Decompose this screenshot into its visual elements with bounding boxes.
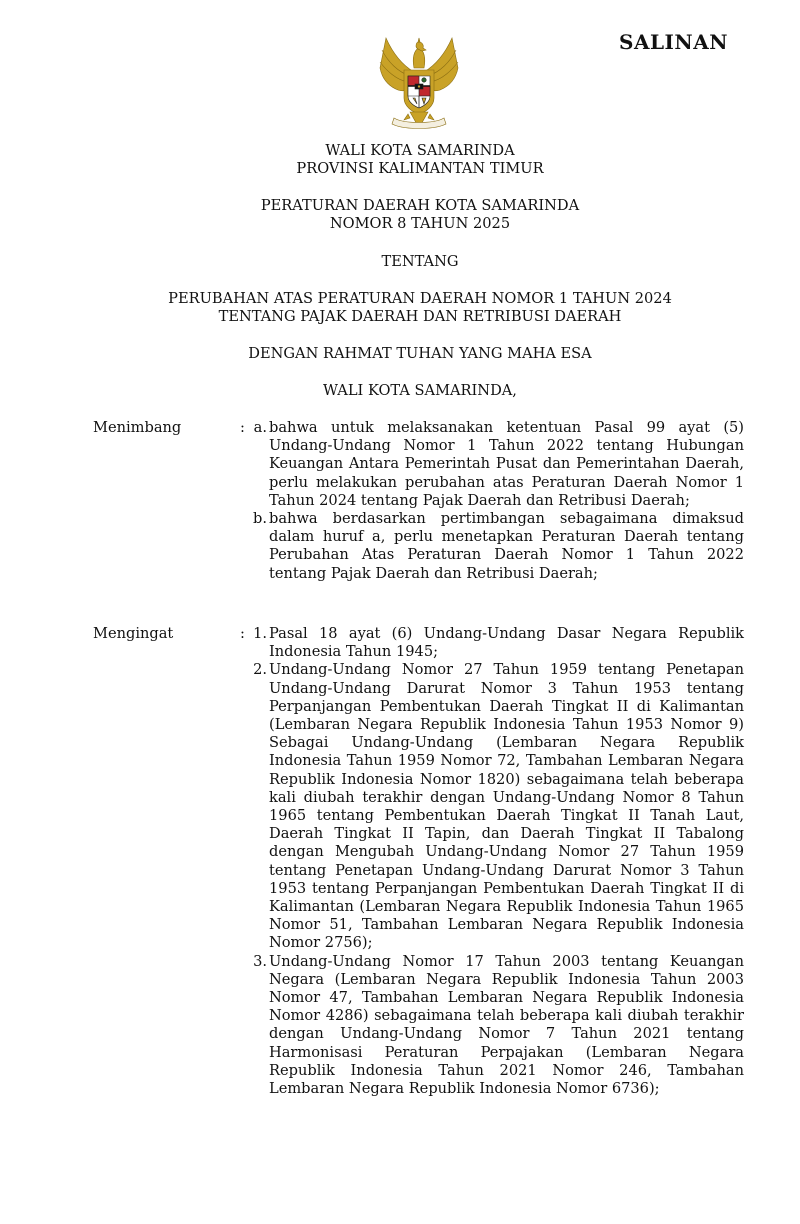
list-item — [240, 953, 744, 1099]
regulation-title-block — [100, 197, 740, 233]
mengingat-list — [240, 625, 744, 1098]
item-marker: 1. — [253, 625, 267, 642]
invocation: DENGAN RAHMAT TUHAN YANG MAHA ESA — [248, 345, 592, 362]
separator-colon: : — [240, 419, 245, 436]
item-text: bahwa berdasarkan pertimbangan sebagaimana dimaksud dalam huruf a, perlu menetapkan Peraturan Daerah tentang Perubahan Atas Peraturan Daerah Nomor 1 Tahun 2022 tentang Pajak Daerah dan Retribusi Daerah; — [269, 510, 744, 582]
menimbang-label: Menimbang — [93, 419, 182, 436]
list-item — [240, 661, 744, 952]
list-item — [240, 625, 744, 661]
item-marker: a. — [253, 419, 267, 436]
tentang-heading: TENTANG — [381, 253, 459, 270]
garuda-emblem-icon — [364, 28, 474, 134]
list-item — [240, 419, 744, 510]
menimbang-list — [240, 419, 744, 583]
item-marker: b. — [253, 510, 267, 528]
regulation-number: NOMOR 8 TAHUN 2025 — [329, 215, 511, 232]
issuer-title: WALI KOTA SAMARINDA — [325, 142, 515, 159]
item-marker: 3. — [253, 952, 267, 970]
subject-block — [100, 290, 740, 326]
enacting-authority: WALI KOTA SAMARINDA, — [323, 382, 517, 399]
list-item — [240, 510, 744, 583]
subject-line-1: PERUBAHAN ATAS PERATURAN DAERAH NOMOR 1 TAHUN 2024 — [168, 290, 672, 307]
item-text: Pasal 18 ayat (6) Undang-Undang Dasar Negara Republik Indonesia Tahun 1945; — [269, 625, 744, 661]
issuer-province: PROVINSI KALIMANTAN TIMUR — [296, 160, 544, 177]
item-text: Undang-Undang Nomor 17 Tahun 2003 tentang Keuangan Negara (Lembaran Negara Republik Indonesia Tahun 2003 Nomor 47, Tambahan Lembaran Negara Republik Indonesia Nomor 4286) sebagaimana telah beberapa kali diubah terakhir dengan Undang-Undang Nomor 7 Tahun 2021 tentang Harmonisasi Peraturan Perpajakan (Lembaran Negara Republik Indonesia Tahun 2021 Nomor 246, Tambahan Lembaran Negara Republik Indonesia Nomor 6736); — [269, 952, 744, 1098]
salinan-stamp: SALINAN — [619, 30, 728, 54]
item-text: bahwa untuk melaksanakan ketentuan Pasal 99 ayat (5) Undang-Undang Nomor 1 Tahun 2022 tentang Hubungan Keuangan Antara Pemerintah Pusat dan Pemerintahan Daerah, perlu melakukan perubahan atas Peraturan Daerah Nomor 1 Tahun 2024 tentang Pajak Daerah dan Retribusi Daerah; — [269, 419, 744, 509]
mengingat-label: Mengingat — [93, 625, 174, 642]
subject-line-2: TENTANG PAJAK DAERAH DAN RETRIBUSI DAERAH — [218, 308, 622, 325]
separator-colon: : — [240, 625, 245, 642]
issuer-block — [100, 142, 740, 178]
item-marker: 2. — [253, 661, 267, 679]
regulation-title: PERATURAN DAERAH KOTA SAMARINDA — [260, 197, 580, 214]
item-text: Undang-Undang Nomor 27 Tahun 1959 tentang Penetapan Undang-Undang Darurat Nomor 3 Tahun 1953 tentang Perpanjangan Pembentukan Daerah Tingkat II di Kalimantan (Lembaran Negara Republik Indonesia Tahun 1953 Nomor 9) Sebagai Undang-Undang (Lembaran Negara Republik Indonesia Tahun 1959 Nomor 72, Tambahan Lembaran Negara Republik Indonesia Nomor 1820) sebagaimana telah beberapa kali diubah terakhir dengan Undang-Undang Nomor 8 Tahun 1965 tentang Pembentukan Daerah Tingkat II Tanah Laut, Daerah Tingkat II Tapin, dan Daerah Tingkat II Tabalong dengan Mengubah Undang-Undang Nomor 27 Tahun 1959 tentang Penetapan Undang-Undang Darurat Nomor 3 Tahun 1953 tentang Perpanjangan Pembentukan Daerah Tingkat II di Kalimantan (Lembaran Negara Republik Indonesia Tahun 1965 Nomor 51, Tambahan Lembaran Negara Republik Indonesia Nomor 2756); — [269, 661, 744, 952]
